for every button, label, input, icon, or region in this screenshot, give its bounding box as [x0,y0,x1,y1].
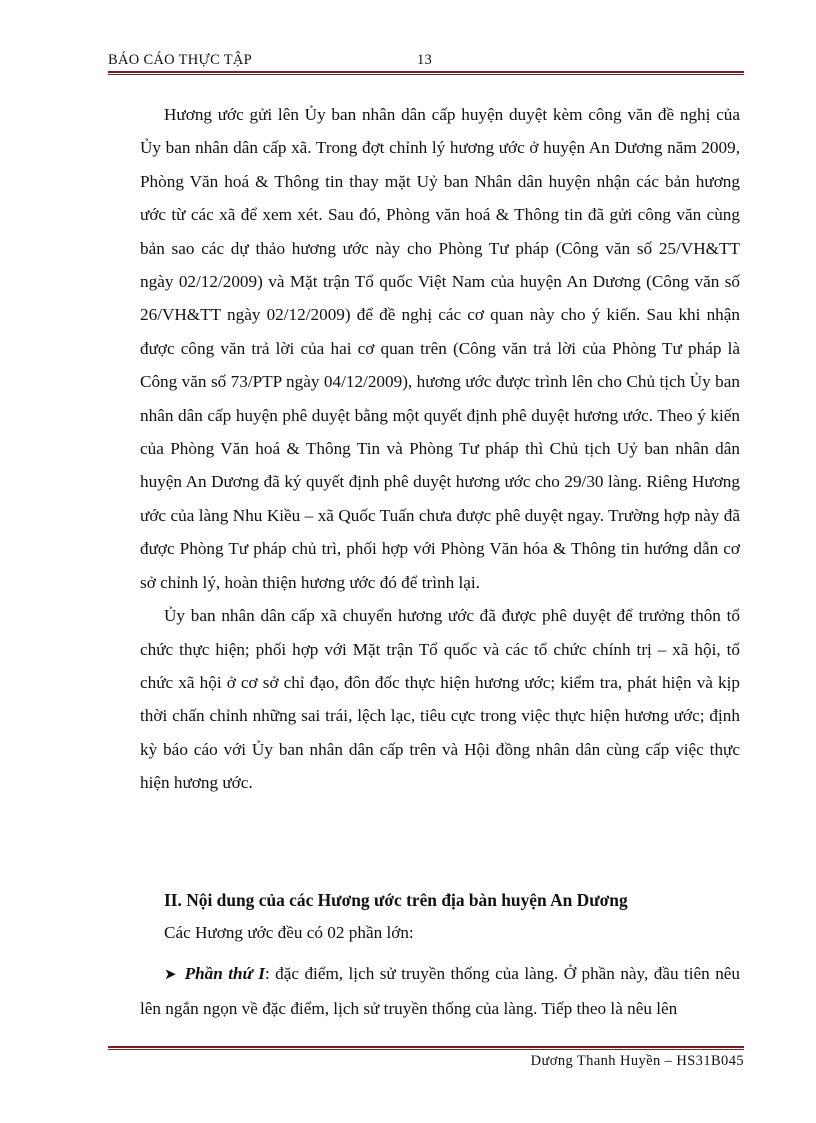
paragraph: Hương ước gửi lên Ủy ban nhân dân cấp huyện duyệt kèm công văn đề nghị của Ủy ban nhân dân cấp xã. Trong đợt chỉnh lý hương ước ở huyện An Dương năm 2009, Phòng Văn hoá & Thông tin thay mặt Uỷ ban Nhân dân huyện nhận các bản hương ước từ các xã để xem xét. Sau đó, Phòng văn hoá & Thông tin đã gửi công văn cùng bản sao các dự thảo hương ước này cho Phòng Tư pháp (Công văn số 25/VH&TT ngày 02/12/2009) và Mặt trận Tổ quốc Việt Nam của huyện An Dương (Công văn số 26/VH&TT ngày 02/12/2009) để đề nghị các cơ quan này cho ý kiến. Sau khi nhận được công văn trả lời của hai cơ quan trên (Công văn trả lời của Phòng Tư pháp là Công văn số 73/PTP ngày 04/12/2009), hương ước được trình lên cho Chủ tịch Ủy ban nhân dân cấp huyện phê duyệt bằng một quyết định phê duyệt hương ước. Theo ý kiến của Phòng Văn hoá & Thông Tin và Phòng Tư pháp thì Chủ tịch Uỷ ban nhân dân huyện An Dương đã ký quyết định phê duyệt hương ước cho 29/30 làng. Riêng Hương ước của làng Nhu Kiều – xã Quốc Tuấn chưa được phê duyệt ngay. Trường hợp này đã được Phòng Tư pháp chủ trì, phối hợp với Phòng Văn hóa & Thông tin hướng dẫn cơ sở chỉnh lý, hoàn thiện hương ước đó để trình lại. [140,105,740,592]
section-heading: II. Nội dung của các Hương ước trên địa bàn huyện An Dương [164,890,628,910]
report-title: BÁO CÁO THỰC TẬP [108,52,253,68]
bullet-text: : đặc điểm, lịch sử truyền thống của làng. Ở phần này, đầu tiên nêu lên ngắn ngọn về đặc điểm, lịch sử truyền thống của làng. Tiếp theo là nêu lên [140,964,741,1019]
paragraph: Ủy ban nhân dân cấp xã chuyển hương ước đã được phê duyệt để trưởng thôn tổ chức thực hiện; phối hợp với Mặt trận Tổ quốc và các tổ chức chính trị – xã hội, tổ chức xã hội ở cơ sở chỉ đạo, đôn đốc thực hiện hương ước; kiểm tra, phát hiện và kịp thời chấn chỉnh những sai trái, lệch lạc, tiêu cực trong việc thực hiện hương ước; định kỳ báo cáo với Ủy ban nhân dân cấp trên và Hội đồng nhân dân cùng cấp việc thực hiện hương ước. [140,606,740,793]
page-number: 13 [417,52,433,68]
page-header [108,52,744,72]
bullet-item [140,957,740,1026]
body-text [140,98,740,800]
arrow-bullet-icon: ➤ [164,967,177,983]
header-rule [108,71,744,75]
bullet-lead: Phần thứ I [184,964,265,983]
footer-rule [108,1046,744,1050]
section-intro: Các Hương ước đều có 02 phần lớn: [164,923,414,942]
footer-author: Dương Thanh Huyền – HS31B045 [530,1053,744,1069]
